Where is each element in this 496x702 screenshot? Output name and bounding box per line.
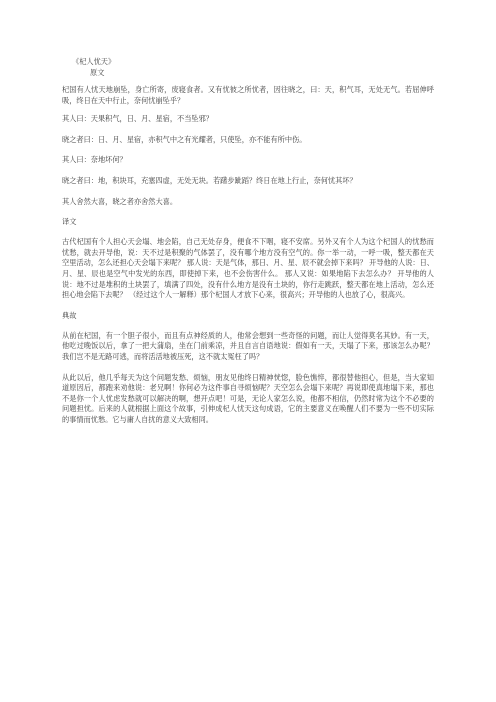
original-paragraph-3: 晓之者曰：日、月、星宿，亦积气中之有光耀者，只使坠，亦不能有所中伤。 (62, 134, 307, 144)
allusion-paragraph-1: 从前在杞国，有一个胆子很小，而且有点神经质的人，他常会想到一些奇怪的问题，而让人觉得莫名其妙。有一天，他吃过晚饭以后，拿了一把大蒲扇，坐在门前乘凉，并且自言自语地说：假如有一天，天塌了下来，那该怎么办呢？我们岂不是无路可逃，而将活活地被压死，这不就太冤枉了吗？ (62, 330, 434, 361)
original-paragraph-4: 其人曰：奈地坏何？ (62, 155, 127, 165)
document-title: 《杞人忧天》 (72, 57, 116, 66)
section-heading-allusion: 典故 (62, 310, 77, 320)
section-heading-translation: 译文 (62, 217, 77, 227)
section-heading-original: 原文 (90, 68, 105, 77)
original-paragraph-1: 杞国有人忧天地崩坠，身亡所寄，废寝食者。又有忧彼之所忧者，因往晓之，曰：天，积气耳，无处无气。若屈伸呼吸，终日在天中行止，奈何忧崩坠乎？ (62, 85, 434, 105)
document-page (62, 57, 434, 425)
translation-paragraph: 古代杞国有个人担心天会塌、地会陷，自己无处存身，便食不下咽，寝不安席。另外又有个人为这个杞国人的忧愁而忧愁，就去开导他，说：天不过是积聚的气体罢了，没有哪个地方没有空气的。你一举一动，一呼一吸，整天都在天空里活动，怎么还担心天会塌下来呢？ 那人说：天是气体，那日、月、星、辰不就会掉下来吗？ 开导他的人说：日、月、星、辰也是空气中发光的东西，即使掉下来，也不会伤害什么。 那人又说：如果地陷下去怎么办？ 开导他的人说：地不过是堆积的土块罢了，填满了四处，没有什么地方是没有土块的，你行走跳跃，整天都在地上活动，怎么还担心地会陷下去呢？ （经过这个人一解释）那个杞国人才放下心来，很高兴；开导他的人也放了心，很高兴。 (62, 237, 434, 300)
original-paragraph-5: 晓之者曰：地，积块耳，充塞四虚，无处无块。若躇步跐蹈？终日在地上行止，奈何忧其坏？ (62, 175, 357, 185)
original-paragraph-6: 其人舍然大喜，晓之者亦舍然大喜。 (62, 196, 178, 206)
allusion-paragraph-2: 从此以后，他几乎每天为这个问题发愁、烦恼，朋友见他终日精神恍惚，脸色憔悴，都很替他担心，但是，当大家知道原因后，都跑来劝他说：老兄啊！你何必为这件事自寻烦恼呢？天空怎么会塌下来呢？再说即使真地塌下来，那也不是你一个人忧虑发愁就可以解决的啊，想开点吧！可是，无论人家怎么说，他都不相信，仍然时常为这个不必要的问题担忧。后来的人就根据上面这个故事，引伸成杞人忧天这句成语，它的主要意义在唤醒人们不要为一些不切实际的事情而忧愁。它与庸人自扰的意义大致相同。 (62, 372, 434, 424)
original-paragraph-2: 其人曰：天果积气，日、月、星宿，不当坠邪？ (62, 114, 213, 124)
